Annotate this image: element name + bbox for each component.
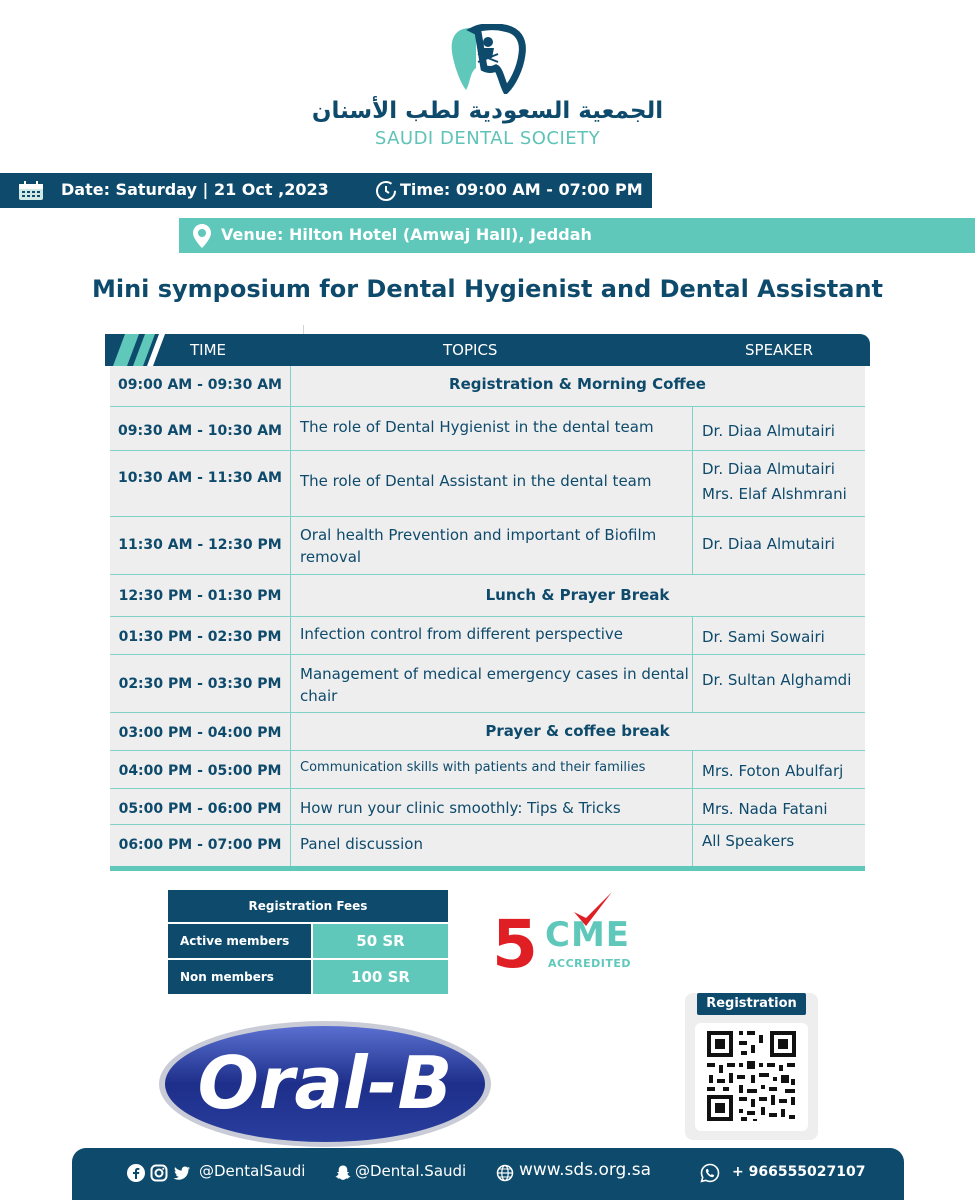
social-handle[interactable]: @DentalSaudi — [199, 1162, 306, 1180]
footer-bar — [72, 1148, 904, 1200]
schedule-table — [110, 366, 865, 871]
oral-b-logo-icon — [158, 1020, 493, 1148]
registration-box — [685, 993, 818, 1140]
row-time: 12:30 PM - 01:30 PM — [118, 588, 282, 604]
event-title: Mini symposium for Dental Hygienist and Dental Assistant — [91, 275, 884, 303]
row-topic: Infection control from different perspective — [300, 625, 623, 643]
instagram-icon[interactable] — [150, 1164, 168, 1182]
row-topic: The role of Dental Hygienist in the dental team — [300, 418, 654, 436]
row-time: 03:00 PM - 04:00 PM — [118, 725, 282, 741]
row-speaker: Dr. Diaa Almutairi — [702, 422, 835, 440]
registration-qr-code[interactable] — [695, 1023, 808, 1131]
registration-fees-table — [168, 890, 448, 994]
row-divider — [110, 750, 865, 751]
row-speaker: All Speakers — [702, 832, 795, 850]
row-topic: Communication skills with patients and their families — [300, 760, 646, 775]
row-divider — [110, 824, 865, 825]
row-topic: How run your clinic smoothly: Tips & Tricks — [300, 799, 621, 817]
row-divider — [110, 574, 865, 575]
fee-value-active: 50 SR — [313, 924, 448, 958]
row-speaker: Dr. Diaa Almutairi — [702, 460, 835, 478]
row-time: 06:00 PM - 07:00 PM — [118, 837, 282, 853]
row-time: 05:00 PM - 06:00 PM — [118, 801, 282, 817]
snapchat-handle[interactable]: @Dental.Saudi — [355, 1162, 467, 1180]
row-topic-break: Registration & Morning Coffee — [449, 375, 706, 393]
schedule-header — [105, 334, 870, 366]
row-divider — [110, 712, 865, 713]
row-topic: Oral health Prevention and important of Biofilm removal — [300, 526, 657, 566]
row-topic: Management of medical emergency cases in dental chair — [300, 665, 689, 705]
cme-hours: 5 — [492, 906, 538, 983]
event-venue: Venue: Hilton Hotel (Amwaj Hall), Jeddah — [221, 225, 592, 244]
phone-number[interactable]: + 966555027107 — [732, 1164, 866, 1180]
row-divider — [110, 654, 865, 655]
row-time: 02:30 PM - 03:30 PM — [118, 676, 282, 692]
fee-label-non-member: Non members — [168, 960, 311, 994]
sponsor-name: Oral-B — [197, 1041, 453, 1125]
location-pin-icon — [192, 223, 212, 249]
row-time: 09:00 AM - 09:30 AM — [118, 377, 282, 393]
fee-value-non-member: 100 SR — [313, 960, 448, 994]
row-time: 09:30 AM - 10:30 AM — [118, 423, 282, 439]
website-globe-icon[interactable] — [496, 1164, 514, 1182]
cme-label: CME — [545, 915, 631, 955]
row-divider — [110, 788, 865, 789]
calendar-icon — [18, 181, 44, 201]
website-link[interactable]: www.sds.org.sa — [519, 1160, 652, 1180]
event-time: Time: 09:00 AM - 07:00 PM — [400, 180, 643, 199]
registration-label: Registration — [697, 993, 806, 1015]
row-topic-break: Lunch & Prayer Break — [485, 586, 670, 604]
row-divider — [110, 616, 865, 617]
clock-icon — [375, 180, 397, 202]
header-topics: TOPICS — [443, 341, 498, 359]
row-time: 11:30 AM - 12:30 PM — [118, 537, 282, 553]
row-speaker: Dr. Diaa Almutairi — [702, 535, 835, 553]
fees-title: Registration Fees — [168, 890, 448, 922]
cme-accredited: ACCREDITED — [548, 957, 632, 970]
whatsapp-icon[interactable] — [700, 1163, 720, 1183]
row-time: 10:30 AM - 11:30 AM — [118, 470, 282, 486]
row-speaker: Mrs. Nada Fatani — [702, 800, 828, 818]
row-speaker-second: Mrs. Elaf Alshmrani — [702, 485, 847, 503]
snapchat-icon[interactable] — [334, 1164, 352, 1182]
header-time: TIME — [190, 341, 227, 359]
row-divider — [110, 450, 865, 451]
row-topic: The role of Dental Assistant in the dental team — [300, 472, 652, 490]
sds-logo-icon — [448, 24, 528, 94]
decorative-stripes-icon — [105, 334, 175, 366]
row-speaker: Dr. Sami Sowairi — [702, 628, 825, 646]
fee-label-active: Active members — [168, 924, 311, 958]
row-topic-break: Prayer & coffee break — [485, 722, 670, 740]
row-divider — [110, 516, 865, 517]
venue-bar — [179, 218, 975, 253]
row-speaker: Mrs. Foton Abulfarj — [702, 762, 844, 780]
facebook-icon[interactable] — [127, 1164, 145, 1182]
row-speaker: Dr. Sultan Alghamdi — [702, 671, 852, 689]
row-time: 01:30 PM - 02:30 PM — [118, 629, 282, 645]
qr-code-icon — [695, 1023, 808, 1131]
row-time: 04:00 PM - 05:00 PM — [118, 763, 282, 779]
org-name-english: SAUDI DENTAL SOCIETY — [374, 128, 601, 149]
org-name-arabic: الجمعية السعودية لطب الأسنان — [311, 98, 664, 124]
date-time-bar — [0, 173, 652, 208]
row-topic: Panel discussion — [300, 835, 423, 853]
twitter-icon[interactable] — [173, 1164, 191, 1182]
header-speaker: SPEAKER — [745, 341, 814, 359]
row-divider — [110, 406, 865, 407]
event-date: Date: Saturday | 21 Oct ,2023 — [61, 180, 329, 199]
